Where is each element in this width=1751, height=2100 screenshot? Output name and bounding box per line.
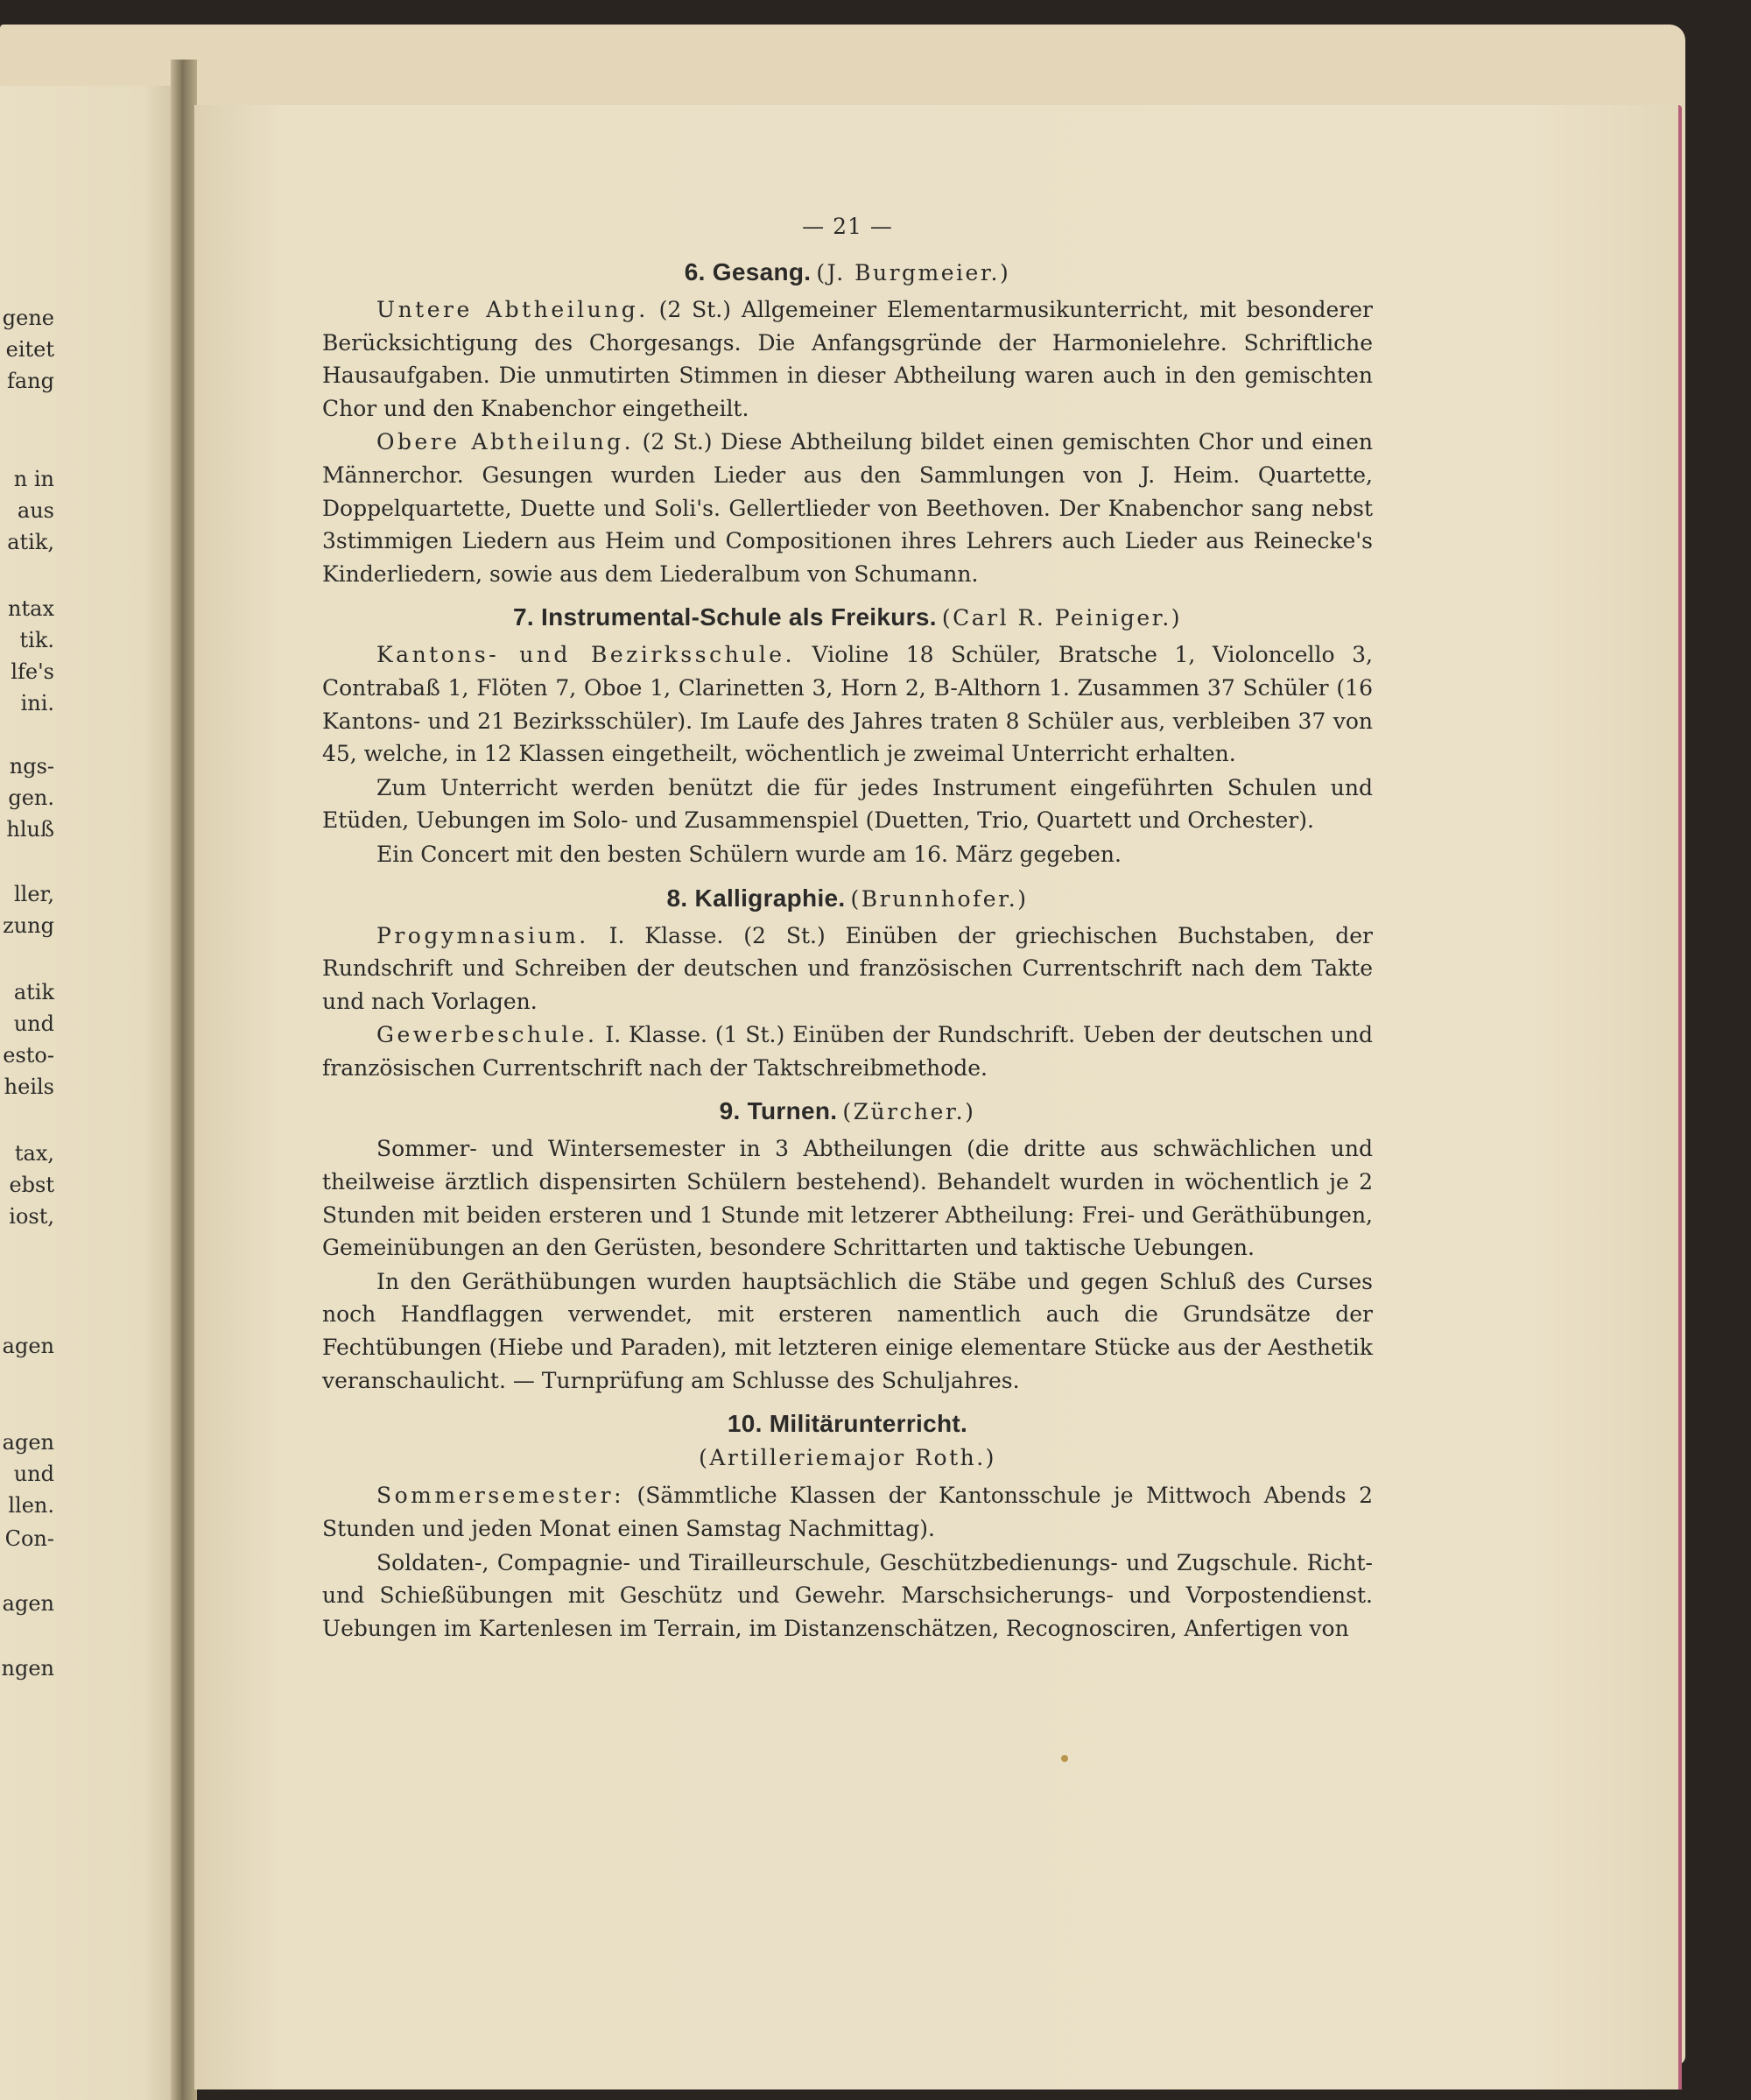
paragraph-lead: Sommersemester: <box>376 1483 625 1509</box>
paragraph-text: (2 St.) Diese Abtheilung bildet einen gemischten Chor und einen Männerchor. Gesungen wurden Lieder aus den Sammlungen von J. Heim. Quartette, Doppelquartette, Duette und Soli's. Gellertlieder von Beethoven. Der Knabenchor sang nebst 3stimmigen Liedern aus Heim und Compositionen ihres Lehrers auch Lieder aus Reinecke's Kinderliedern, sowie aus dem Liederalbum von Schumann. <box>322 429 1373 587</box>
paragraph <box>322 1018 1373 1084</box>
paragraph <box>322 1479 1373 1545</box>
left-fragment: hluß <box>6 817 54 842</box>
left-fragment: ller, <box>13 882 54 906</box>
paragraph-text: (Sämmtliche Klassen der Kantonsschule je Mittwoch Abends 2 Stunden und jeden Monat einen Samstag Nachmittag). <box>322 1483 1373 1541</box>
section-title: 9. Turnen. <box>719 1097 838 1125</box>
left-fragment: iost, <box>9 1204 54 1229</box>
section-heading <box>322 1095 1373 1127</box>
paragraph-lead: Progymnasium. <box>376 922 589 948</box>
section-title: 7. Instrumental-Schule als Freikurs. <box>512 603 937 631</box>
section-title: 6. Gesang. <box>684 258 812 285</box>
left-fragment: zung <box>3 913 54 938</box>
section-teacher: (Brunnhofer.) <box>850 885 1029 912</box>
left-fragment: n in <box>13 467 54 491</box>
left-fragment: agen <box>2 1430 54 1455</box>
left-fragment: agen <box>2 1591 54 1616</box>
paragraph-lead: Kantons- und Bezirksschule. <box>376 642 796 668</box>
left-page <box>0 86 179 2100</box>
left-fragment: aus <box>17 498 54 523</box>
left-fragment: ebst <box>9 1173 54 1197</box>
left-fragment: ngen <box>1 1656 54 1681</box>
paragraph-text: Sommer- und Wintersemester in 3 Abtheilungen (die dritte aus schwächlichen und theilweise ärztlich dispensirten Schülern bestehend). Behandelt wurden in wöchentlich je 2 Stunden mit beiden ersteren und 1 Stunde mit letzerer Abtheilung: Frei- und Geräthübungen, Gemeinübungen an den Gerüsten, besondere Schrittarten und taktische Uebungen. <box>322 1136 1373 1261</box>
section-title: 10. Militärunterricht. <box>727 1410 968 1438</box>
left-fragment: gene <box>2 306 54 330</box>
paragraph <box>322 293 1373 425</box>
paragraph <box>322 1132 1373 1264</box>
paragraph-lead: Obere Abtheilung. <box>376 429 635 455</box>
left-fragment: gen. <box>8 786 54 810</box>
paragraph <box>322 1265 1373 1397</box>
page-number: — 21 — <box>802 214 893 239</box>
section-title: 8. Kalligraphie. <box>666 884 846 912</box>
paragraph-text: Zum Unterricht werden benützt die für jedes Instrument eingeführten Schulen und Etüden, Uebungen im Solo- und Zusammenspiel (Duetten, Trio, Quartett und Orchester). <box>322 774 1373 834</box>
paragraph-lead: Untere Abtheilung. <box>376 297 649 322</box>
paragraph <box>322 1547 1373 1645</box>
paragraph-text: I. Klasse. (2 St.) Einüben der griechischen Buchstaben, der Rundschrift und Schreiben der deutschen und französischen Currentschrift nach dem Takte und nach Vorlagen. <box>322 922 1373 1014</box>
section-heading <box>322 882 1373 914</box>
left-fragment: tax, <box>14 1141 54 1166</box>
left-fragment: eitet <box>5 337 54 362</box>
left-fragment: lfe's <box>11 659 54 684</box>
left-fragment: ini. <box>20 691 54 715</box>
page-text <box>322 210 1373 1645</box>
paragraph <box>322 920 1373 1018</box>
paragraph-text: Violine 18 Schüler, Bratsche 1, Violoncello 3, Contrabaß 1, Flöten 7, Oboe 1, Clarinetten 3, Horn 2, B-Althorn 1. Zusammen 37 Schüler (16 Kantons- und 21 Bezirksschüler). Im Laufe des Jahres traten 8 Schüler aus, verbleiben 37 von 45, welche, in 12 Klassen eingetheilt, wöchentlich je zweimal Unterricht erhalten. <box>322 642 1373 767</box>
paper-speck <box>1061 1755 1068 1762</box>
left-fragment: und <box>13 1011 54 1036</box>
left-fragment: ntax <box>8 596 54 621</box>
section-teacher: (Zürcher.) <box>842 1099 976 1125</box>
section-teacher: (Carl R. Peiniger.) <box>941 605 1183 631</box>
left-fragment: tik. <box>19 628 54 652</box>
left-fragment: ngs- <box>9 754 54 779</box>
section-teacher: (J. Burgmeier.) <box>816 260 1011 285</box>
left-fragment: atik <box>13 980 54 1004</box>
section-teacher: (Artilleriemajor Roth.) <box>699 1444 996 1470</box>
paragraph <box>322 772 1373 837</box>
paragraph-text: (2 St.) Allgemeiner Elementarmusikunterricht, mit besonderer Berücksichtigung des Chorgesangs. Die Anfangsgründe der Harmonielehre. Schriftliche Hausaufgaben. Die unmutirten Stimmen in dieser Abtheilung waren auch in den gemischten Chor und den Knabenchor eingetheilt. <box>322 297 1373 421</box>
book-gutter <box>171 60 197 2100</box>
paragraph <box>322 638 1373 770</box>
paragraph-text: In den Geräthübungen wurden hauptsächlich die Stäbe und gegen Schluß des Curses noch Handflaggen verwendet, mit ersteren namentlich auch die Grundsätze der Fechtübungen (Hiebe und Paraden), mit letzteren einige elementare Stücke aus der Aesthetik veranschaulicht. — Turnprüfung am Schlusse des Schuljahres. <box>322 1268 1373 1393</box>
left-fragment: agen <box>2 1334 54 1358</box>
paragraph <box>322 838 1373 871</box>
section-heading <box>322 601 1373 633</box>
left-fragment: esto- <box>3 1043 54 1068</box>
left-fragment: heils <box>4 1075 54 1099</box>
left-fragment: und <box>13 1462 54 1486</box>
left-fragment: fang <box>6 369 54 393</box>
section-heading <box>322 256 1373 288</box>
section-heading <box>322 1407 1373 1474</box>
left-fragment: llen. <box>8 1493 54 1518</box>
left-fragment: atik, <box>7 530 54 554</box>
paragraph-lead: Gewerbeschule. <box>376 1022 598 1048</box>
left-fragment: Con- <box>4 1526 54 1551</box>
paragraph-text: Ein Concert mit den besten Schülern wurde am 16. März gegeben. <box>376 841 1122 867</box>
paragraph <box>322 426 1373 590</box>
paragraph-text: Soldaten-, Compagnie- und Tirailleurschule, Geschützbedienungs- und Zugschule. Richt- und Schießübungen mit Geschütz und Gewehr. Marschsicherungs- und Vorpostendienst. Uebungen im Kartenlesen im Terrain, im Distanzenschätzen, Recognosciren, Anfertigen von <box>322 1549 1373 1641</box>
paragraph-text: I. Klasse. (1 St.) Einüben der Rundschrift. Ueben der deutschen und französischen Currentschrift nach der Taktschreibmethode. <box>322 1022 1373 1081</box>
